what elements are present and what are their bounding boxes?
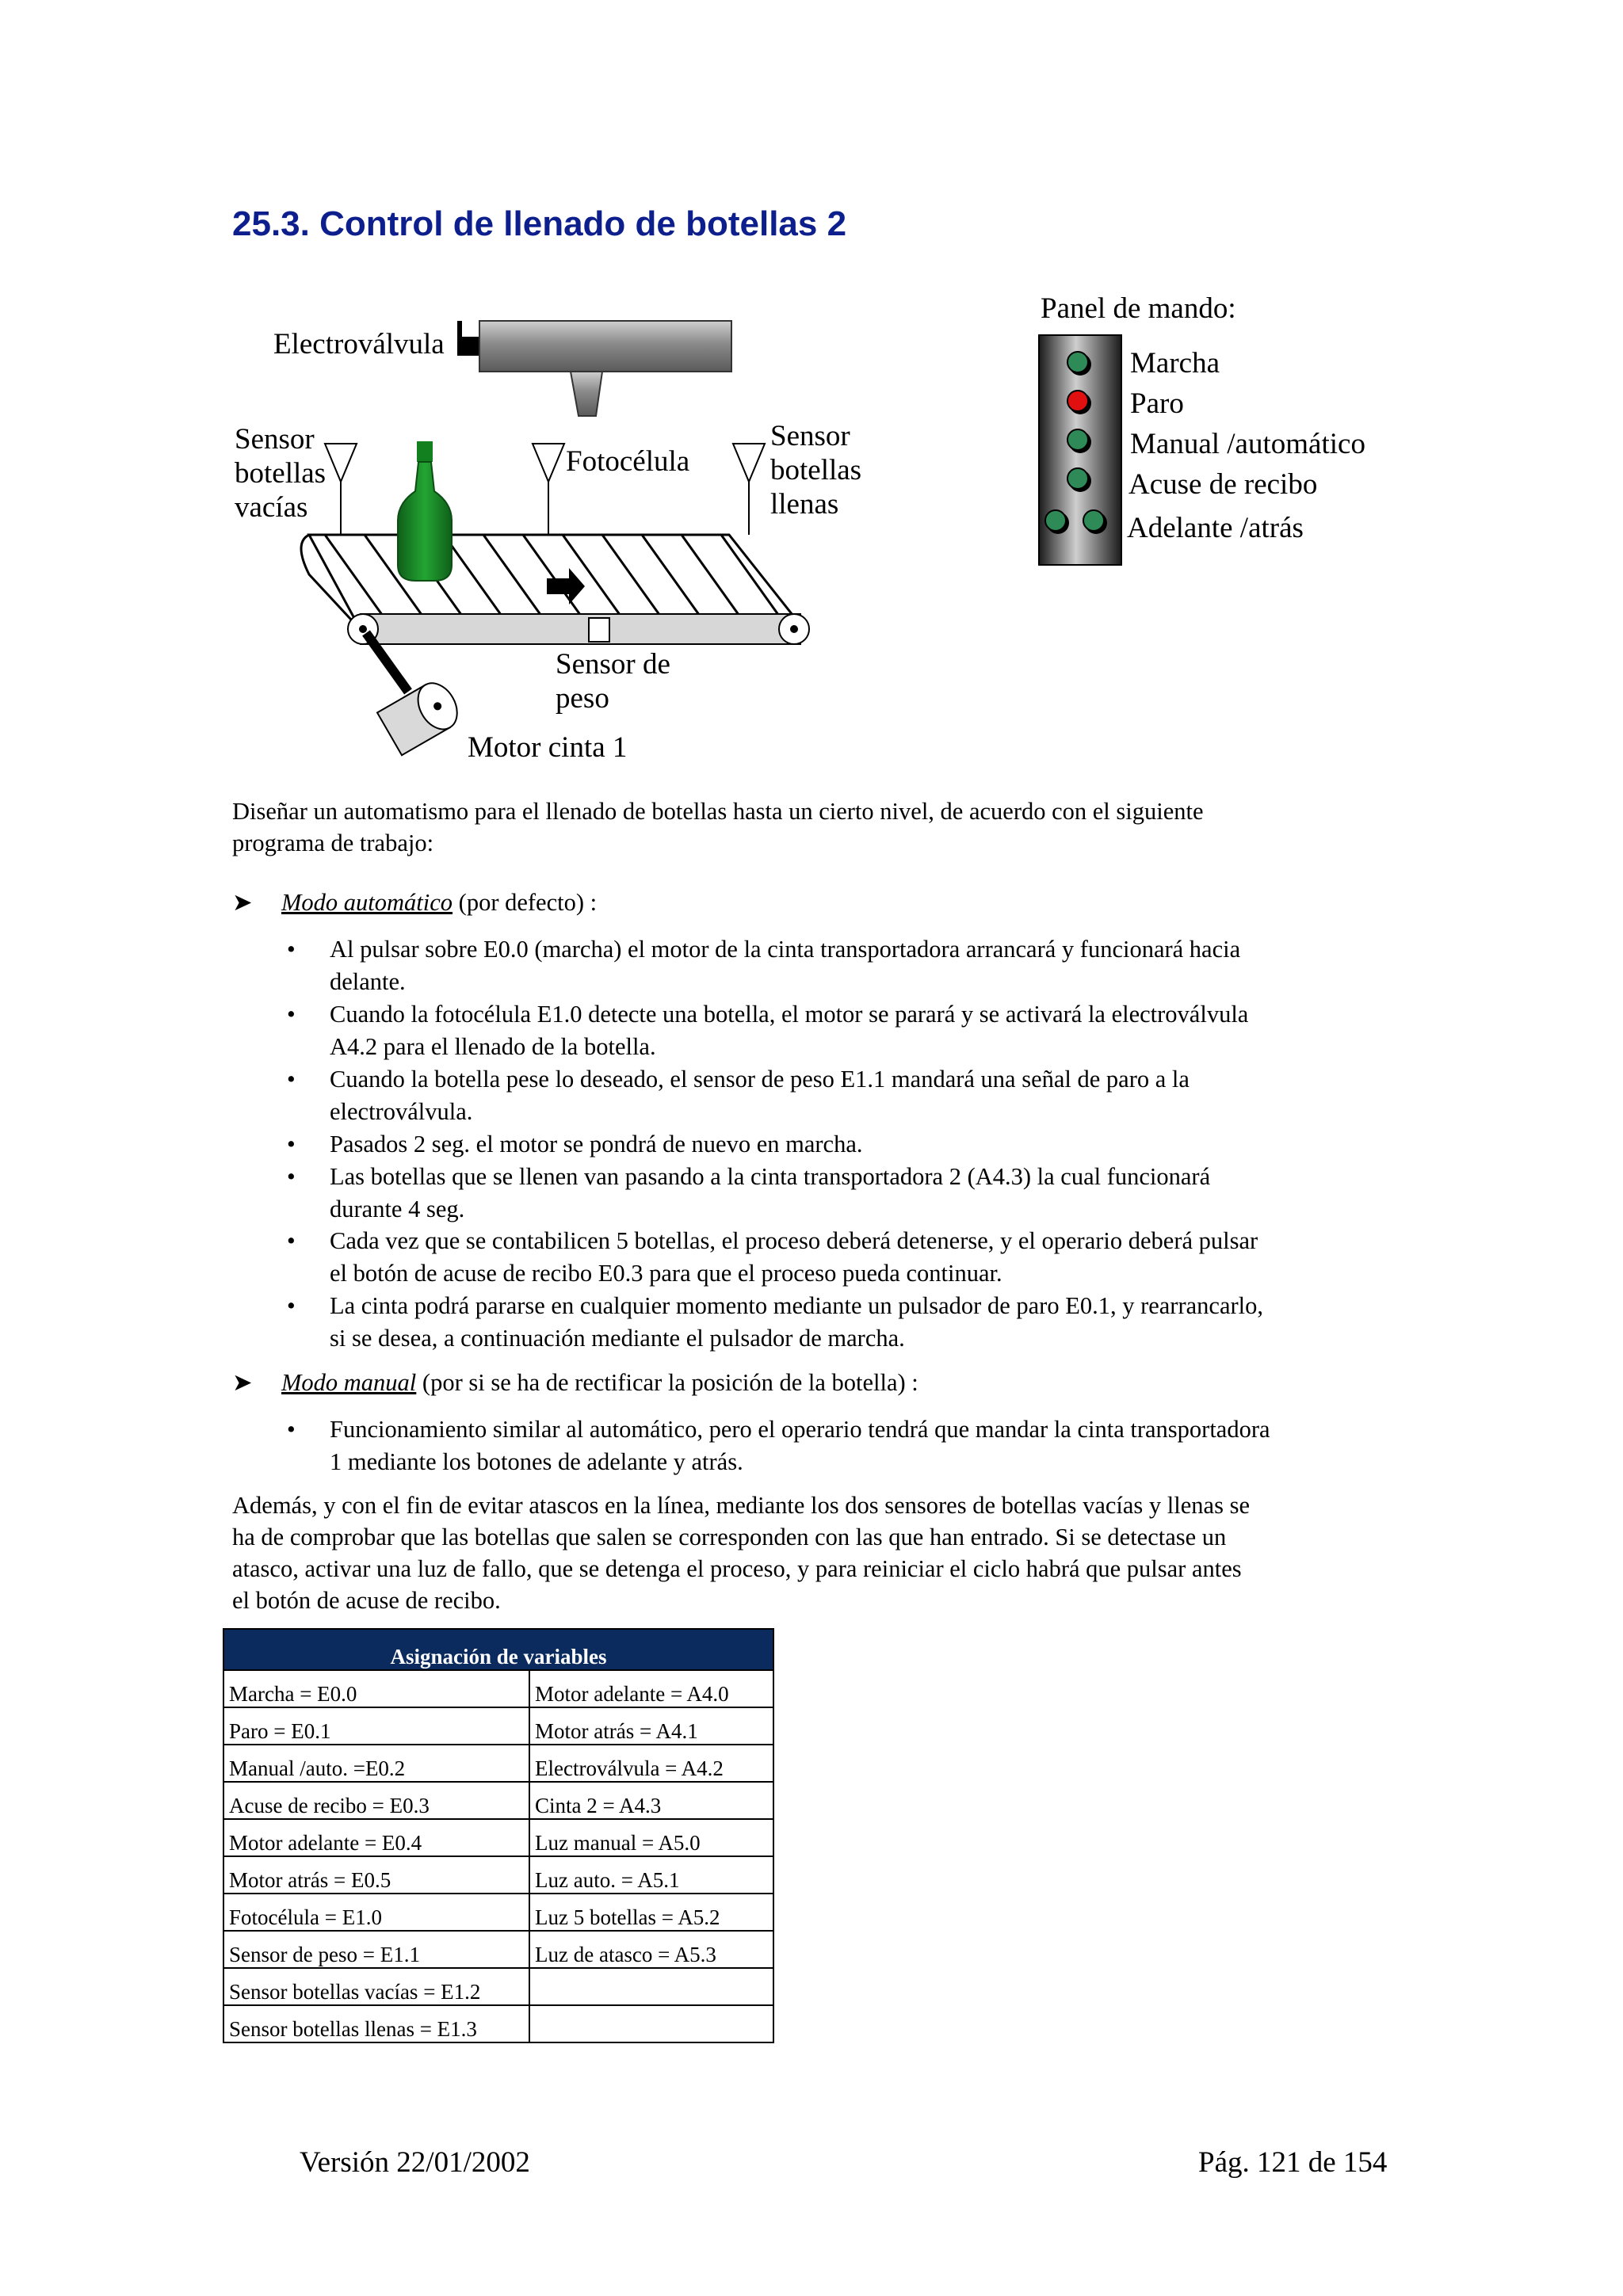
auto-bullet-2-line-1: Cuando la fotocélula E1.0 detecte una botella, el motor se parará y se activará la electroválvula	[330, 1001, 1249, 1028]
auto-bullet-2	[330, 998, 1392, 1062]
closing-line-3: atasco, activar una luz de fallo, que se detenga el proceso, y para reiniciar el ciclo habrá que pulsar antes	[232, 1555, 1242, 1582]
electrovalve	[457, 321, 731, 416]
table-cell: Luz auto. = A5.1	[529, 1856, 773, 1894]
table-row	[223, 1931, 773, 1968]
table-row	[223, 1856, 773, 1894]
variables-table-header: Asignación de variables	[223, 1629, 773, 1670]
table-row	[223, 1894, 773, 1931]
lamp-acuse-icon	[1067, 468, 1088, 489]
motor-icon	[366, 633, 465, 755]
auto-bullet-6	[330, 1225, 1392, 1289]
weight-sensor-label-1: Sensor de	[556, 648, 670, 681]
table-cell	[529, 1968, 773, 2005]
sensor-empty-bottles-icon	[325, 444, 357, 535]
auto-bullet-1	[330, 933, 1392, 997]
table-row	[223, 1782, 773, 1819]
lamp-manual-auto-icon	[1067, 429, 1088, 450]
auto-bullet-1-line-1: Al pulsar sobre E0.0 (marcha) el motor de la cinta transportadora arrancará y funcionará hacia	[330, 936, 1241, 963]
auto-bullet-1-line-2: delante.	[330, 967, 406, 995]
auto-bullet-6-line-2: el botón de acuse de recibo E0.3 para que el proceso pueda continuar.	[330, 1259, 1002, 1287]
closing-line-1: Además, y con el fin de evitar atascos en la línea, mediante los dos sensores de botellas vacías y llenas se	[232, 1492, 1250, 1519]
auto-bullet-6-line-1: Cada vez que se contabilicen 5 botellas, el proceso deberá detenerse, y el operario deberá pulsar	[330, 1227, 1258, 1254]
table-cell: Luz manual = A5.0	[529, 1819, 773, 1856]
arrow-bullet-icon: ➤	[232, 889, 253, 916]
footer-version: Versión 22/01/2002	[300, 2146, 530, 2179]
bullet-icon: •	[287, 1292, 296, 1319]
arrow-bullet-icon: ➤	[232, 1369, 253, 1396]
panel-box	[1038, 334, 1122, 566]
intro-line-1: Diseñar un automatismo para el llenado de botellas hasta un cierto nivel, de acuerdo con el siguiente	[232, 798, 1204, 825]
section-title: 25.3. Control de llenado de botellas 2	[232, 204, 847, 243]
panel-label-marcha: Marcha	[1130, 347, 1220, 379]
manual-mode-heading	[281, 1367, 918, 1399]
sensor-full-label-2: botellas	[770, 454, 862, 486]
lamp-adelante-icon	[1045, 510, 1066, 531]
table-cell: Acuse de recibo = E0.3	[223, 1782, 529, 1819]
table-cell: Motor adelante = E0.4	[223, 1819, 529, 1856]
closing-line-2: ha de comprobar que las botellas que salen se corresponden con las que han entrado. Si se detectase un	[232, 1524, 1227, 1550]
auto-bullet-2-line-2: A4.2 para el llenado de la botella.	[330, 1032, 656, 1060]
footer-page-number: Pág. 121 de 154	[1198, 2146, 1388, 2179]
table-row	[223, 1819, 773, 1856]
sensor-empty-label-3: vacías	[235, 491, 308, 524]
bullet-icon: •	[287, 1416, 296, 1443]
auto-mode-title: Modo automático	[281, 889, 453, 916]
table-cell: Sensor de peso = E1.1	[223, 1931, 529, 1968]
bullet-icon: •	[287, 1001, 296, 1028]
conveyor-illustration	[222, 313, 824, 780]
manual-bullet-1-line-1: Funcionamiento similar al automático, pero el operario tendrá que mandar la cinta transportadora	[330, 1416, 1270, 1443]
bullet-icon: •	[287, 1163, 296, 1190]
sensor-empty-label-1: Sensor	[235, 423, 315, 456]
lamp-atras-icon	[1083, 510, 1104, 531]
table-cell: Luz de atasco = A5.3	[529, 1931, 773, 1968]
table-cell: Cinta 2 = A4.3	[529, 1782, 773, 1819]
auto-bullet-5-line-1: Las botellas que se llenen van pasando a la cinta transportadora 2 (A4.3) la cual funcionará	[330, 1163, 1211, 1190]
table-row	[223, 1670, 773, 1707]
variables-table	[223, 1628, 774, 2043]
manual-mode-title: Modo manual	[281, 1369, 417, 1396]
table-cell: Fotocélula = E1.0	[223, 1894, 529, 1931]
table-cell: Manual /auto. =E0.2	[223, 1745, 529, 1782]
table-cell: Sensor botellas vacías = E1.2	[223, 1968, 529, 2005]
table-row	[223, 2005, 773, 2042]
auto-bullet-7	[330, 1290, 1392, 1354]
panel-title: Panel de mando:	[1041, 292, 1236, 325]
table-cell: Sensor botellas llenas = E1.3	[223, 2005, 529, 2042]
table-cell: Motor adelante = A4.0	[529, 1670, 773, 1707]
manual-mode-suffix: (por si se ha de rectificar la posición de la botella) :	[416, 1369, 918, 1396]
lamp-marcha-icon	[1067, 352, 1088, 372]
sensor-empty-label-2: botellas	[235, 457, 327, 490]
table-cell: Luz 5 botellas = A5.2	[529, 1894, 773, 1931]
bullet-icon: •	[287, 936, 296, 963]
sensor-full-label-3: llenas	[770, 488, 839, 521]
weight-sensor-label-2: peso	[556, 682, 609, 715]
auto-bullet-5	[330, 1161, 1392, 1225]
auto-bullet-4-line-1: Pasados 2 seg. el motor se pondrá de nuevo en marcha.	[330, 1131, 863, 1158]
manual-bullet-1-line-2: 1 mediante los botones de adelante y atrás.	[330, 1447, 743, 1475]
auto-bullet-4	[330, 1128, 1392, 1161]
table-row	[223, 1745, 773, 1782]
table-cell: Motor atrás = A4.1	[529, 1707, 773, 1745]
bullet-icon: •	[287, 1066, 296, 1093]
auto-bullet-5-line-2: durante 4 seg.	[330, 1195, 465, 1222]
panel-label-acuse: Acuse de recibo	[1128, 468, 1318, 501]
auto-bullet-7-line-1: La cinta podrá pararse en cualquier momento mediante un pulsador de paro E0.1, y rearrancarlo,	[330, 1292, 1263, 1319]
sensor-full-label-1: Sensor	[770, 420, 850, 452]
table-cell: Paro = E0.1	[223, 1707, 529, 1745]
manual-bullet-1	[330, 1413, 1392, 1478]
lamp-paro-icon	[1067, 391, 1088, 411]
auto-mode-suffix: (por defecto) :	[453, 889, 598, 916]
table-row	[223, 1707, 773, 1745]
table-cell: Electroválvula = A4.2	[529, 1745, 773, 1782]
table-cell	[529, 2005, 773, 2042]
closing-line-4: el botón de acuse de recibo.	[232, 1587, 501, 1614]
photocell-icon	[533, 444, 564, 535]
auto-bullet-3	[330, 1063, 1392, 1127]
sensor-full-bottles-icon	[733, 444, 765, 535]
photocell-label: Fotocélula	[566, 445, 690, 478]
panel-label-paro: Paro	[1130, 387, 1184, 420]
table-row	[223, 1968, 773, 2005]
table-cell: Marcha = E0.0	[223, 1670, 529, 1707]
table-cell: Motor atrás = E0.5	[223, 1856, 529, 1894]
bullet-icon: •	[287, 1131, 296, 1158]
intro-line-2: programa de trabajo:	[232, 830, 434, 856]
motor-label: Motor cinta 1	[468, 731, 628, 764]
auto-bullet-7-line-2: si se desea, a continuación mediante el pulsador de marcha.	[330, 1324, 905, 1352]
bottle-icon	[398, 441, 452, 581]
panel-label-manual-auto: Manual /automático	[1130, 428, 1365, 460]
panel-label-adelante-atras: Adelante /atrás	[1127, 512, 1304, 544]
auto-bullet-3-line-1: Cuando la botella pese lo deseado, el sensor de peso E1.1 mandará una señal de paro a la	[330, 1066, 1190, 1093]
electrovalve-label: Electroválvula	[273, 328, 445, 360]
auto-bullet-3-line-2: electroválvula.	[330, 1097, 473, 1125]
auto-mode-heading	[281, 887, 597, 919]
bullet-icon: •	[287, 1227, 296, 1254]
